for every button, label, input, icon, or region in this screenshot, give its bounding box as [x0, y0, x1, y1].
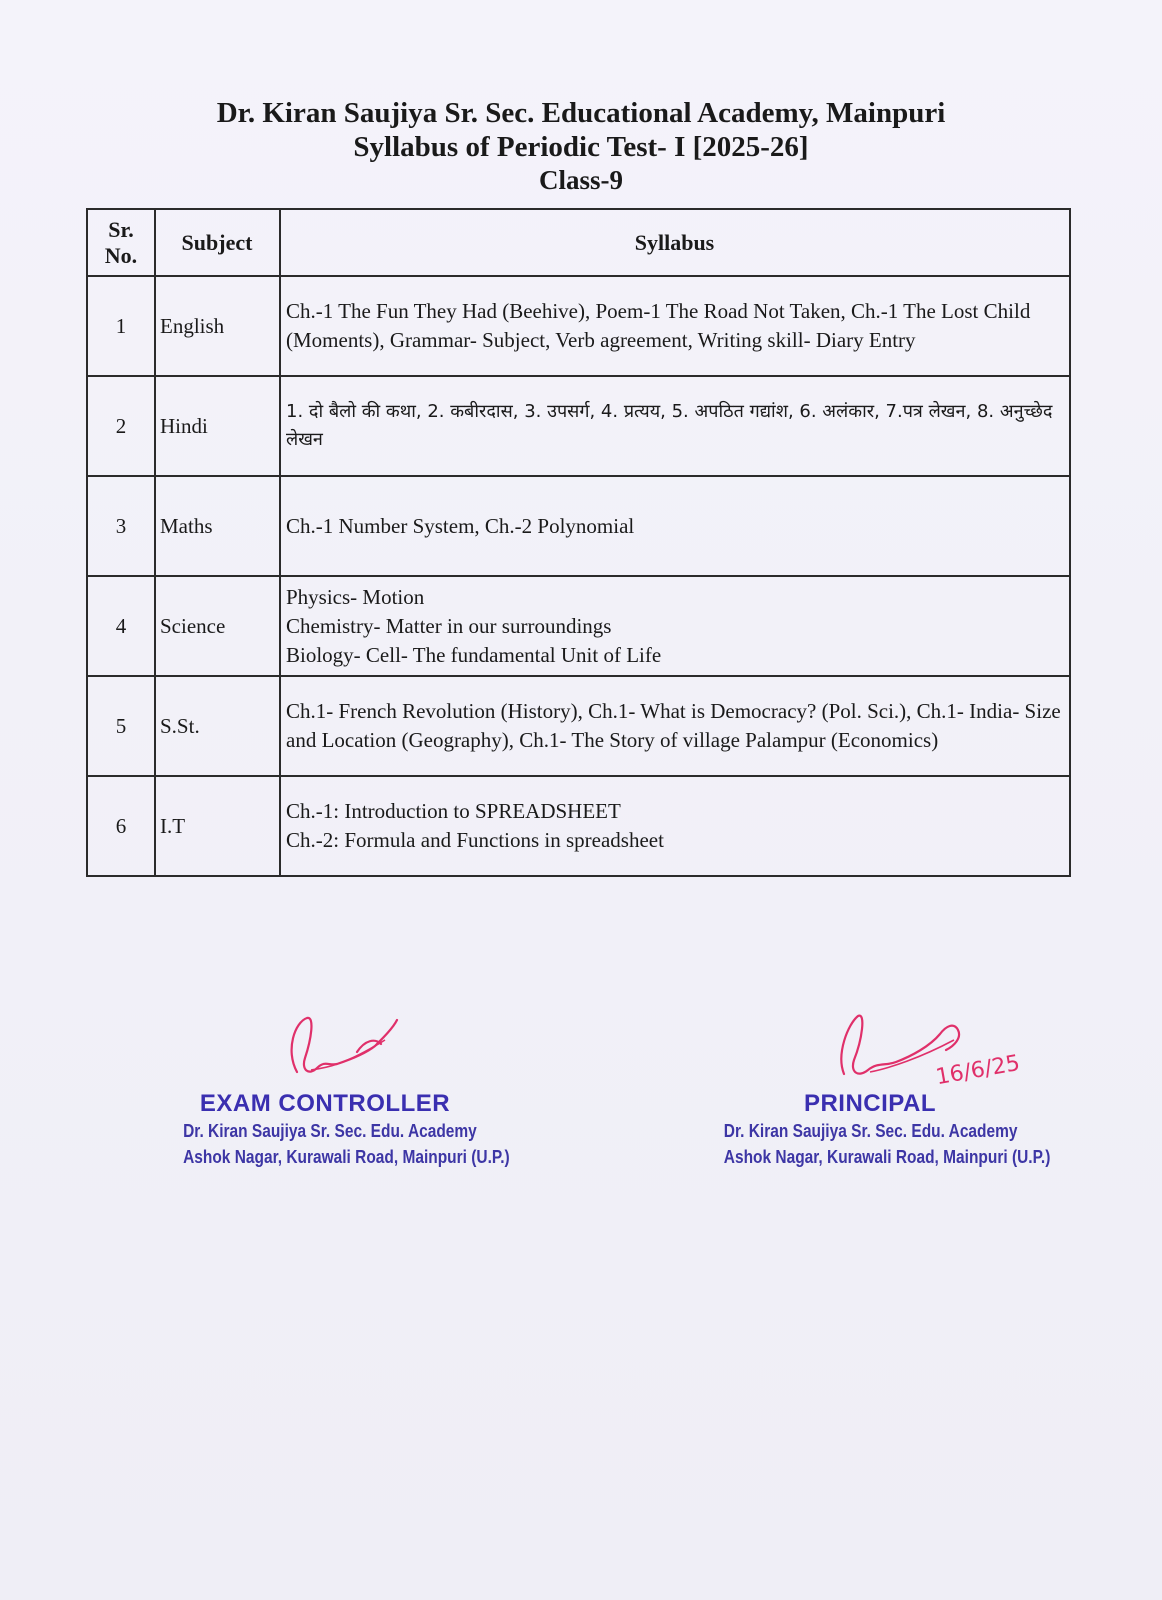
syllabus-line: Physics- Motion — [286, 584, 425, 609]
row-sr-no: 2 — [87, 376, 155, 476]
row-syllabus — [280, 576, 1070, 676]
school-name: Dr. Kiran Saujiya Sr. Sec. Educational Academy, Mainpuri — [216, 97, 946, 129]
row-syllabus — [280, 676, 1070, 776]
syllabus-line: Ch.-1 The Fun They Had (Beehive), Poem-1 The Road Not Taken, Ch.-1 The Lost Child (Moments), Grammar- Subject, Verb agreement, Writing skill- Diary Entry — [286, 299, 1031, 352]
document-title: Syllabus of Periodic Test- I [2025-26] — [353, 131, 809, 163]
row-syllabus — [280, 276, 1070, 376]
header-sr-line1: Sr. — [108, 216, 134, 242]
syllabus-line: Ch.-2: Formula and Functions in spreadsheet — [286, 828, 664, 852]
row-subject: I.T — [155, 776, 280, 876]
exam-controller-address: Ashok Nagar, Kurawali Road, Mainpuri (U.P.) — [183, 1147, 510, 1167]
row-subject: Hindi — [155, 376, 280, 476]
table-row — [87, 376, 1070, 476]
exam-controller-org: Dr. Kiran Saujiya Sr. Sec. Edu. Academy — [183, 1121, 477, 1141]
header-subject: Subject — [155, 209, 280, 276]
principal-signature-date: 16/6/25 — [933, 1050, 1022, 1091]
row-sr-no: 1 — [87, 276, 155, 376]
row-subject: Maths — [155, 476, 280, 576]
row-syllabus — [280, 776, 1070, 876]
row-sr-no: 5 — [87, 676, 155, 776]
header-sr-no — [87, 209, 155, 276]
row-syllabus — [280, 476, 1070, 576]
syllabus-line: Ch.-1 Number System, Ch.-2 Polynomial — [286, 513, 635, 538]
table-row — [87, 776, 1070, 876]
header-syllabus: Syllabus — [280, 209, 1070, 276]
row-sr-no: 4 — [87, 576, 155, 676]
syllabus-line: Chemistry- Matter in our surroundings — [286, 613, 612, 638]
principal-signature — [740, 1010, 1022, 1091]
table-header-row — [87, 209, 1070, 276]
table-row — [87, 676, 1070, 776]
principal-role: PRINCIPAL — [803, 1090, 937, 1117]
exam-controller-signature — [225, 1010, 425, 1090]
row-subject: English — [155, 276, 280, 376]
exam-controller-role: EXAM CONTROLLER — [199, 1090, 451, 1117]
header-sr-line2: No. — [104, 242, 138, 268]
syllabus-line: Ch.-1: Introduction to SPREADSHEET — [286, 799, 621, 823]
row-sr-no: 6 — [87, 776, 155, 876]
syllabus-line: 1. दो बैलो की कथा, 2. कबीरदास, 3. उपसर्ग, 4. प्रत्यय, 5. अपठित गद्यांश, 6. अलंकार, 7.पत्र लेखन, 8. अनुच्छेद लेखन — [286, 401, 1053, 450]
syllabus-table — [86, 208, 1071, 877]
principal-address: Ashok Nagar, Kurawali Road, Mainpuri (U.P.) — [723, 1147, 1051, 1167]
class-label: Class-9 — [538, 165, 623, 195]
syllabus-line: Biology- Cell- The fundamental Unit of Life — [286, 642, 662, 667]
table-row — [87, 476, 1070, 576]
principal-signature-block — [700, 1010, 1051, 1170]
row-subject: Science — [155, 576, 280, 676]
row-syllabus — [280, 376, 1070, 476]
row-subject: S.St. — [155, 676, 280, 776]
table-row — [87, 276, 1070, 376]
syllabus-line: Ch.1- French Revolution (History), Ch.1- What is Democracy? (Pol. Sci.), Ch.1- India- Size and Location (Geography), Ch.1- The Story of village Palampur (Economics) — [286, 699, 1061, 752]
document-header — [0, 96, 1162, 196]
table-row — [87, 576, 1070, 676]
exam-controller-signature-block — [160, 1010, 510, 1170]
row-sr-no: 3 — [87, 476, 155, 576]
principal-org: Dr. Kiran Saujiya Sr. Sec. Edu. Academy — [723, 1121, 1018, 1141]
